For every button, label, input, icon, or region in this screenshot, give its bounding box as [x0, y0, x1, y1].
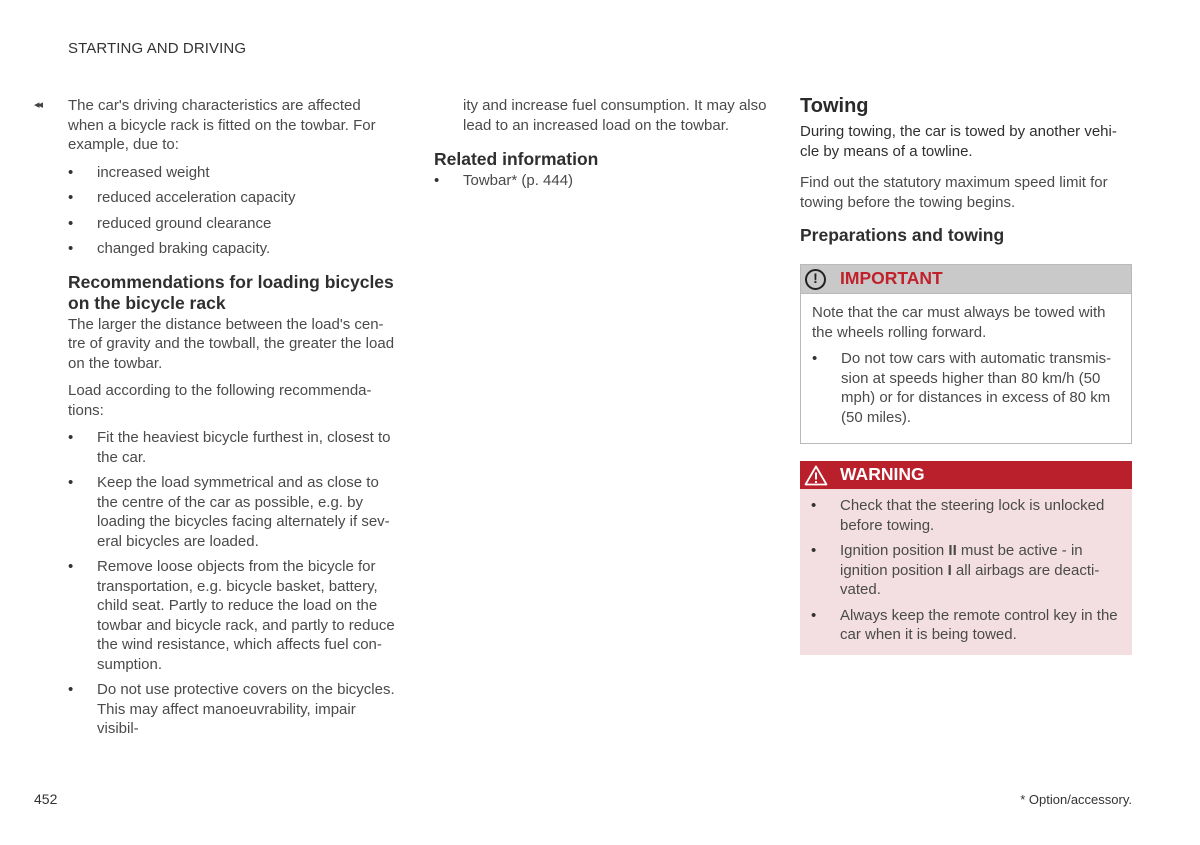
preparations-heading: Preparations and towing [800, 225, 1005, 245]
exclamation-icon: ! [805, 269, 826, 290]
load-distance-paragraph: The larger the distance between the load's cen-tre of gravity and the towball, the greater the load on the towbar. [68, 315, 395, 372]
list-item: • Do not use protective covers on the bicycles. This may affect manoeuvrability, impair visibil- [68, 680, 398, 739]
list-item: • reduced acceleration capacity [68, 188, 398, 208]
ignition-text: all airbags are deacti-vated. [840, 561, 1100, 598]
page-number: 452 [34, 791, 58, 807]
important-header [801, 265, 1131, 294]
warning-triangle-icon [804, 465, 828, 486]
related-link-towbar[interactable]: • Towbar* (p. 444) [434, 171, 774, 191]
ignition-position-ii: II [948, 542, 957, 559]
warning-list [811, 496, 1121, 645]
towing-title: Towing [800, 95, 869, 117]
column-right [800, 94, 1132, 655]
continuation-paragraph: ity and increase fuel consumption. It may also lead to an increased load on the towbar. [463, 97, 767, 134]
effects-list [68, 163, 398, 259]
ignition-text: Ignition position [840, 542, 949, 559]
section-header: STARTING AND DRIVING [68, 40, 247, 57]
important-text: Note that the car must always be towed with the wheels rolling forward. [812, 304, 1106, 341]
speed-limit-paragraph: Find out the statutory maximum speed limit for towing before the towing begins. [800, 174, 1108, 211]
important-label: IMPORTANT [840, 268, 943, 289]
related-list [434, 171, 774, 191]
list-item: • Remove loose objects from the bicycle for transportation, e.g. bicycle basket, battery, child seat. Partly to reduce the load on the towbar and bicycle rack, and partly to reduce the wind resistance, which affects fuel con-sumption. [68, 557, 398, 674]
list-item: • reduced ground clearance [68, 214, 398, 234]
list-item: • Keep the load symmetrical and as close to the centre of the car as possible, e.g. by loading the bicycles facing alternately if sev-eral bicycles are loaded. [68, 473, 398, 551]
intro-paragraph: The car's driving characteristics are affected when a bicycle rack is fitted on the towbar. For example, due to: [68, 97, 376, 153]
list-item: • Always keep the remote control key in the car when it is being towed. [811, 606, 1121, 645]
list-item: • increased weight [68, 163, 398, 183]
warning-body [800, 489, 1132, 655]
important-list [812, 349, 1120, 427]
important-box [800, 264, 1132, 444]
continuation-icon: ◂◂ [34, 99, 42, 111]
list-item: • Do not tow cars with automatic transmis-sion at speeds higher than 80 km/h (50 mph) or for distances in excess of 80 km (50 miles). [812, 349, 1120, 427]
list-item [811, 541, 1121, 600]
warning-label: WARNING [840, 464, 925, 485]
list-item: • Fit the heaviest bicycle furthest in, closest to the car. [68, 428, 398, 467]
ignition-position-i: I [947, 561, 952, 579]
towing-lead: During towing, the car is towed by another vehi-cle by means of a towline. [800, 123, 1117, 160]
footnote: * Option/accessory. [1020, 792, 1132, 807]
important-body [801, 294, 1131, 443]
column-middle [434, 96, 774, 199]
loading-heading: Recommendations for loading bicycles on the bicycle rack [68, 271, 394, 313]
warning-box [800, 461, 1132, 655]
list-item: • Check that the steering lock is unlocked before towing. [811, 496, 1121, 535]
ignition-text: must be active - in ignition position [840, 542, 1083, 579]
recommendations-intro: Load according to the following recommenda-tions: [68, 382, 372, 419]
column-left [68, 96, 398, 747]
related-information-heading: Related information [434, 149, 599, 169]
list-item: • changed braking capacity. [68, 239, 398, 259]
warning-header [800, 461, 1132, 489]
recommendations-list [68, 428, 398, 739]
